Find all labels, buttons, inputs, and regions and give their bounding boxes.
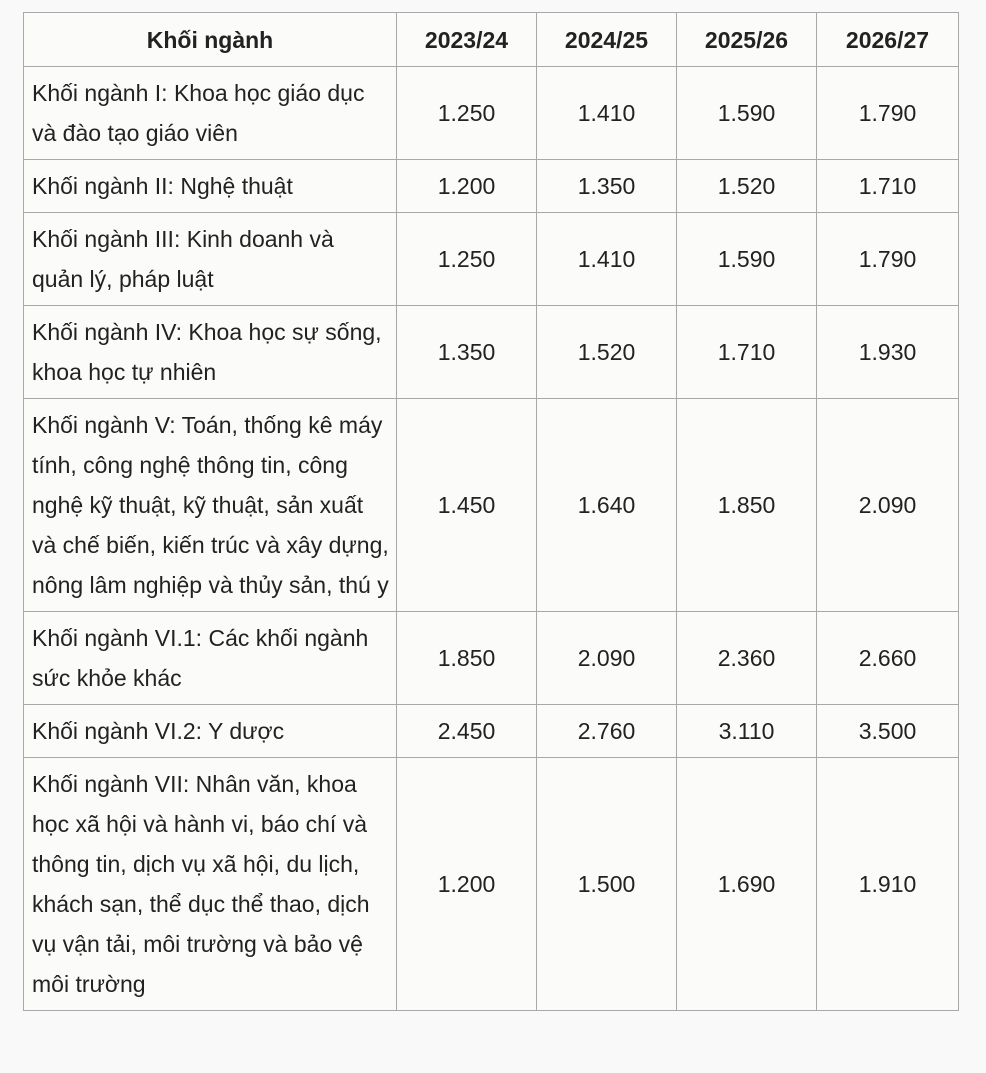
- header-2026-27: 2026/27: [817, 13, 959, 67]
- cell-2023-24: 2.450: [397, 705, 537, 758]
- row-label: Khối ngành VII: Nhân văn, khoa học xã hội và hành vi, báo chí và thông tin, dịch vụ xã hội, du lịch, khách sạn, thể dục thể thao, dịch vụ vận tải, môi trường và bảo vệ môi trường: [24, 758, 397, 1011]
- cell-2025-26: 1.590: [677, 213, 817, 306]
- cell-2026-27: 1.910: [817, 758, 959, 1011]
- cell-2026-27: 2.660: [817, 612, 959, 705]
- row-label: Khối ngành II: Nghệ thuật: [24, 160, 397, 213]
- table-row: [24, 399, 959, 612]
- table-row: [24, 612, 959, 705]
- header-2023-24: 2023/24: [397, 13, 537, 67]
- cell-2023-24: 1.200: [397, 160, 537, 213]
- table-header-row: [24, 13, 959, 67]
- table-row: [24, 213, 959, 306]
- cell-2024-25: 1.500: [537, 758, 677, 1011]
- cell-2024-25: 1.410: [537, 213, 677, 306]
- cell-2025-26: 3.110: [677, 705, 817, 758]
- table-row: [24, 160, 959, 213]
- cell-2026-27: 2.090: [817, 399, 959, 612]
- cell-2026-27: 3.500: [817, 705, 959, 758]
- cell-2025-26: 1.850: [677, 399, 817, 612]
- header-2025-26: 2025/26: [677, 13, 817, 67]
- cell-2025-26: 1.590: [677, 67, 817, 160]
- cell-2024-25: 2.090: [537, 612, 677, 705]
- row-label: Khối ngành III: Kinh doanh và quản lý, pháp luật: [24, 213, 397, 306]
- cell-2023-24: 1.250: [397, 67, 537, 160]
- cell-2023-24: 1.250: [397, 213, 537, 306]
- table-row: [24, 67, 959, 160]
- cell-2024-25: 2.760: [537, 705, 677, 758]
- cell-2025-26: 1.690: [677, 758, 817, 1011]
- cell-2023-24: 1.850: [397, 612, 537, 705]
- cell-2026-27: 1.790: [817, 67, 959, 160]
- row-label: Khối ngành I: Khoa học giáo dục và đào tạo giáo viên: [24, 67, 397, 160]
- cell-2024-25: 1.520: [537, 306, 677, 399]
- cell-2026-27: 1.790: [817, 213, 959, 306]
- cell-2025-26: 1.710: [677, 306, 817, 399]
- cell-2025-26: 2.360: [677, 612, 817, 705]
- table-row: [24, 306, 959, 399]
- row-label: Khối ngành VI.2: Y dược: [24, 705, 397, 758]
- cell-2024-25: 1.640: [537, 399, 677, 612]
- header-2024-25: 2024/25: [537, 13, 677, 67]
- row-label: Khối ngành V: Toán, thống kê máy tính, công nghệ thông tin, công nghệ kỹ thuật, kỹ thuật, sản xuất và chế biến, kiến trúc và xây dựng, nông lâm nghiệp và thủy sản, thú y: [24, 399, 397, 612]
- tuition-table: [23, 12, 959, 1011]
- cell-2024-25: 1.410: [537, 67, 677, 160]
- cell-2025-26: 1.520: [677, 160, 817, 213]
- cell-2023-24: 1.350: [397, 306, 537, 399]
- row-label: Khối ngành IV: Khoa học sự sống, khoa học tự nhiên: [24, 306, 397, 399]
- table-row: [24, 758, 959, 1011]
- cell-2026-27: 1.930: [817, 306, 959, 399]
- table-row: [24, 705, 959, 758]
- cell-2024-25: 1.350: [537, 160, 677, 213]
- cell-2026-27: 1.710: [817, 160, 959, 213]
- cell-2023-24: 1.200: [397, 758, 537, 1011]
- header-khoi-nganh: Khối ngành: [24, 13, 397, 67]
- row-label: Khối ngành VI.1: Các khối ngành sức khỏe khác: [24, 612, 397, 705]
- cell-2023-24: 1.450: [397, 399, 537, 612]
